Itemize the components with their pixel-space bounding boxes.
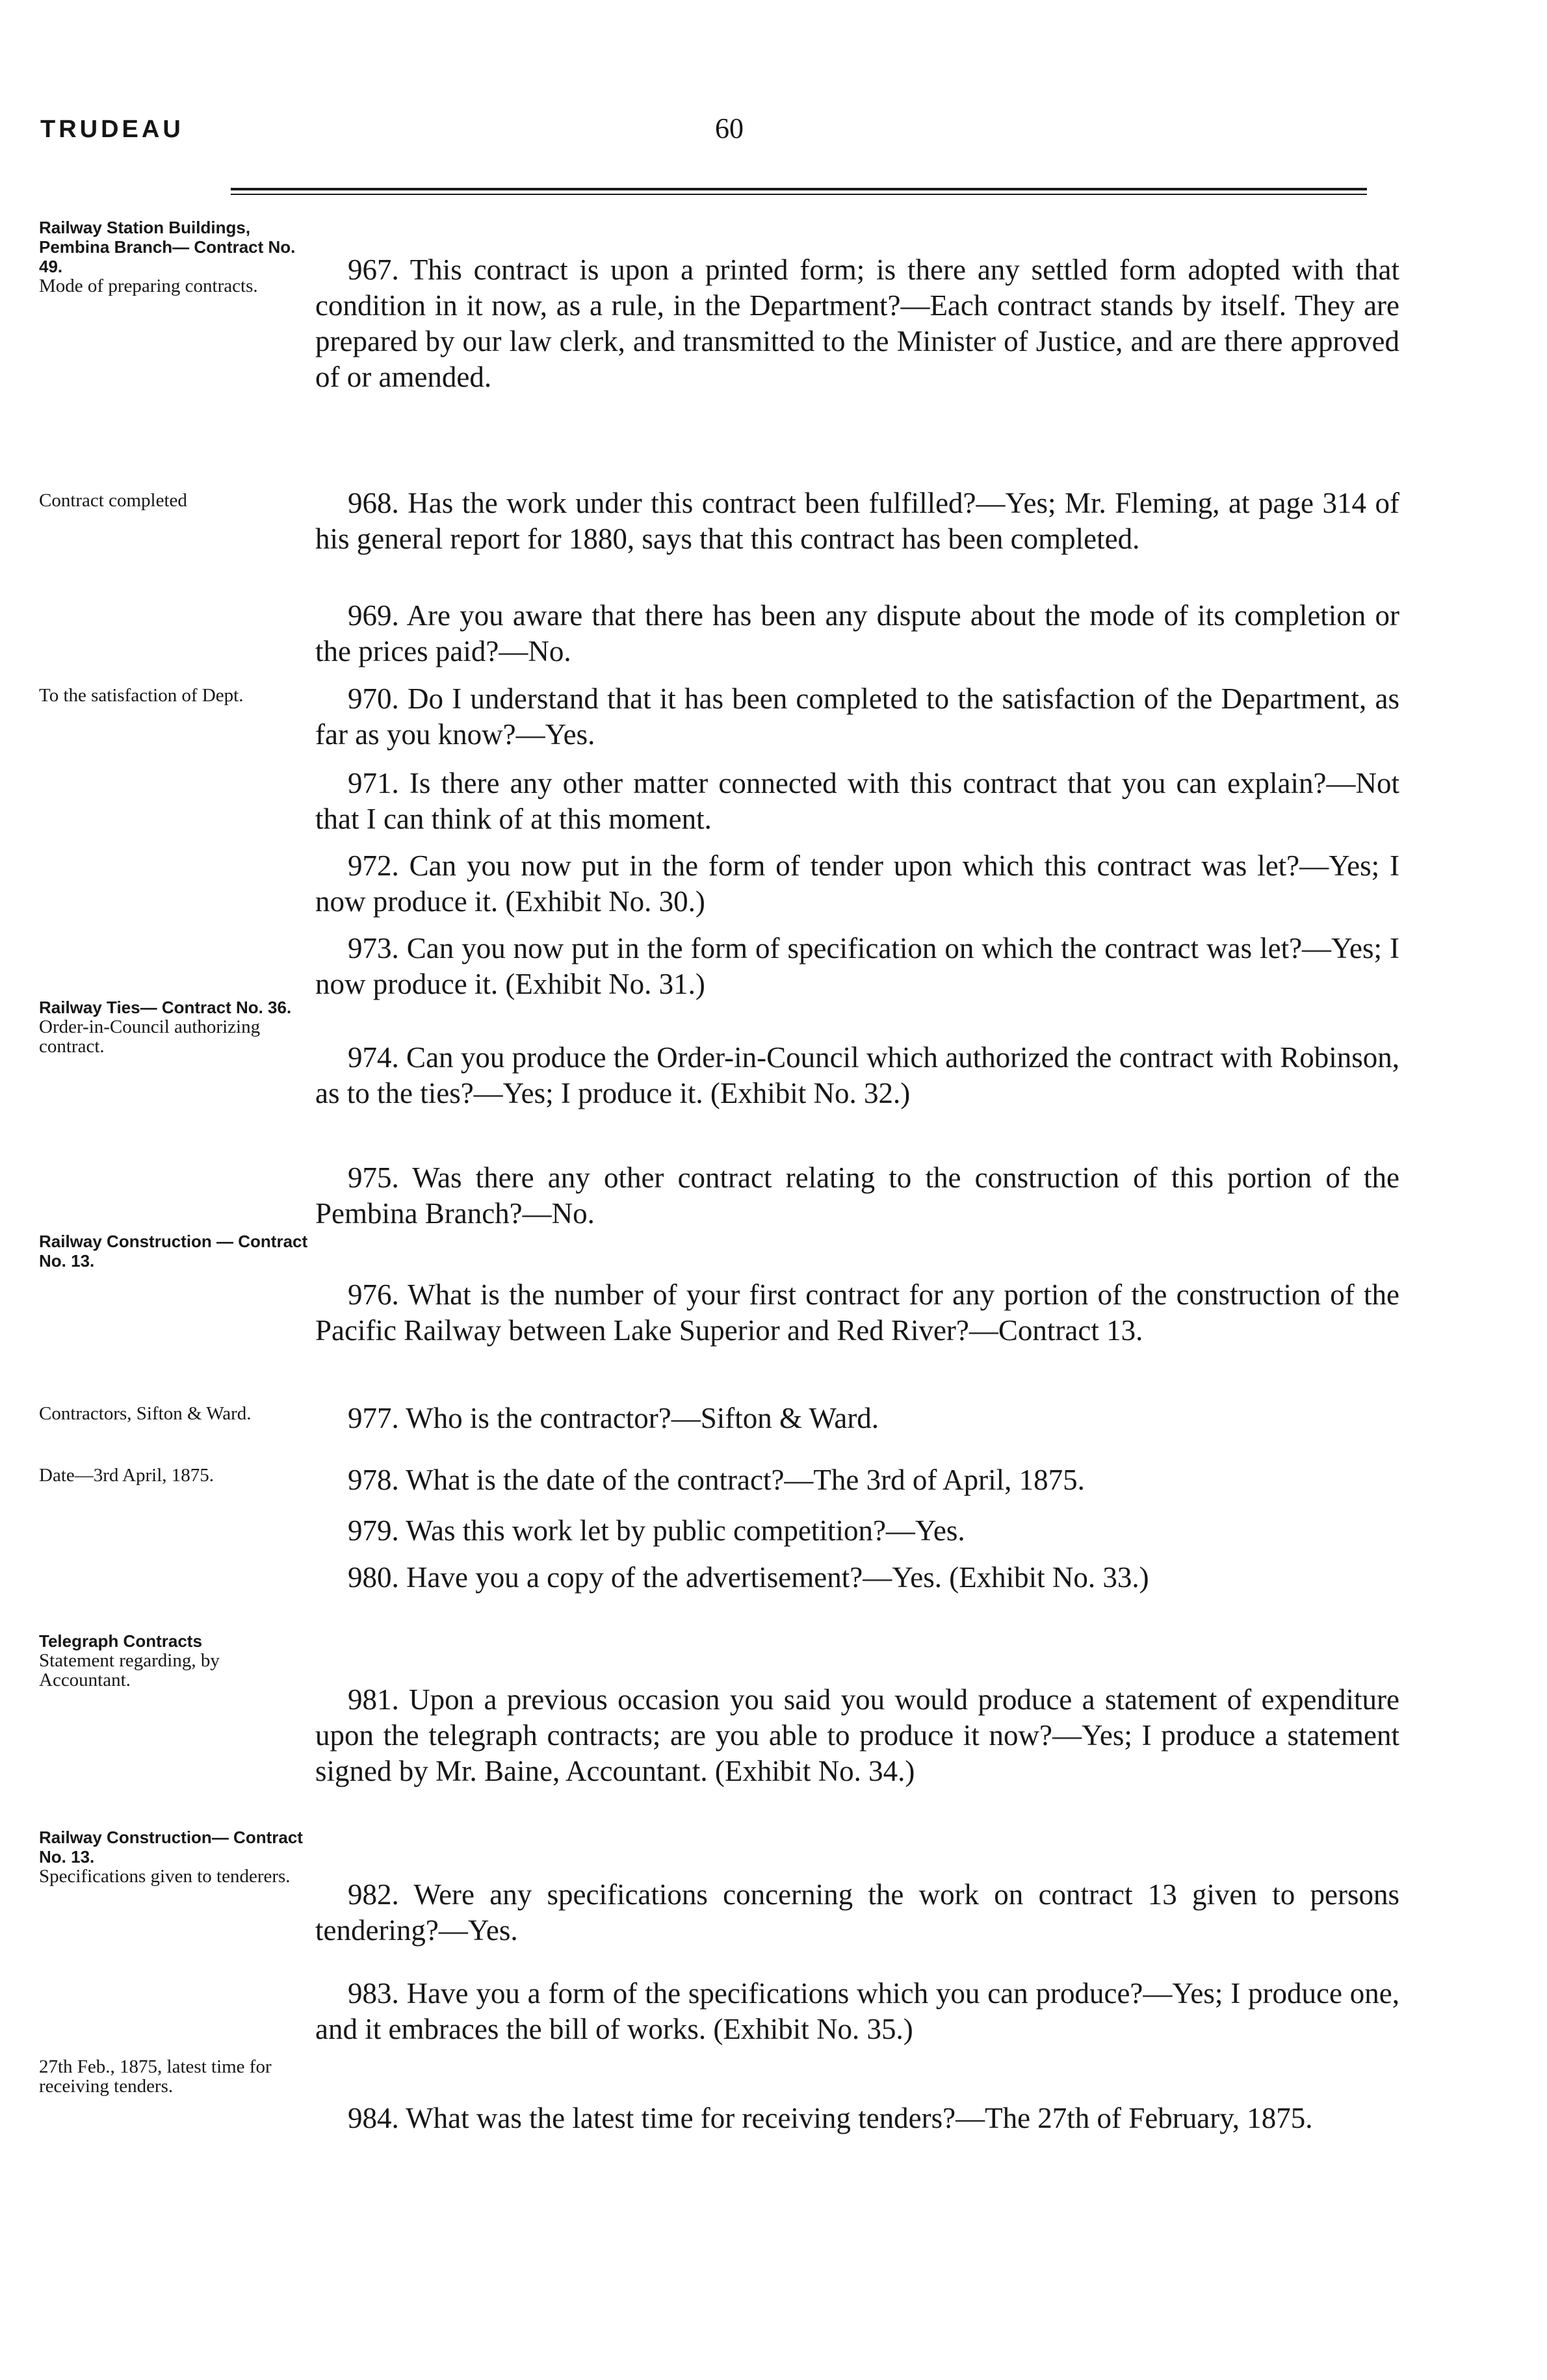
margin-heading: Railway Ties— Contract No. 36. <box>39 998 292 1017</box>
question-967: 967. This contract is upon a printed form; is there any settled form adopted with that condition in it now, as a rule, in the Department?—Each contract stands by itself. They are prepared by our law clerk, and transmitted to the Minister of Justice, and are there approved of or amended. <box>315 253 1399 393</box>
question-971: 971. Is there any other matter connected with this contract that you can explain?—Not that I can think of at this moment. <box>315 767 1399 835</box>
question-977: 977. Who is the contractor?—Sifton & Ward. <box>348 1402 879 1434</box>
margin-heading: Telegraph Contracts <box>39 1631 202 1651</box>
question-979: 979. Was this work let by public competition?—Yes. <box>348 1514 965 1547</box>
margin-note-text: Statement regarding, by Accountant. <box>39 1650 220 1690</box>
question-983: 983. Have you a form of the specifications which you can produce?—Yes; I produce one, and it embraces the bill of works. (Exhibit No. 35.) <box>315 1977 1399 2045</box>
margin-note <box>39 491 312 510</box>
margin-heading: Railway Construction— Contract No. 13. <box>39 1828 303 1867</box>
margin-note-text: Mode of preparing contracts. <box>39 276 258 296</box>
margin-note-text: Order-in-Council authorizing contract. <box>39 1016 261 1057</box>
question-974: 974. Can you produce the Order-in-Council which authorized the contract with Robinson, as to the ties?—Yes; I produce it. (Exhibit No. 32.) <box>315 1041 1399 1109</box>
margin-note-text: To the satisfaction of Dept. <box>39 685 244 706</box>
margin-note-text: Contract completed <box>39 490 187 511</box>
margin-note-text: Contractors, Sifton & Ward. <box>39 1403 252 1424</box>
margin-note <box>39 1631 312 1690</box>
margin-note <box>39 1828 312 1886</box>
margin-note-text: Specifications given to tenderers. <box>39 1866 291 1887</box>
question-980: 980. Have you a copy of the advertisement?—Yes. (Exhibit No. 33.) <box>348 1561 1149 1594</box>
header-rule-thick <box>231 188 1367 190</box>
margin-note-text: Date—3rd April, 1875. <box>39 1465 214 1486</box>
margin-note <box>39 686 312 705</box>
question-984: 984. What was the latest time for receiving tenders?—The 27th of February, 1875. <box>348 2102 1313 2134</box>
margin-note <box>39 1466 312 1485</box>
question-982: 982. Were any specifications concerning the work on contract 13 given to persons tendering?—Yes. <box>315 1878 1399 1947</box>
question-976: 976. What is the number of your first contract for any portion of the construction of the Pacific Railway between Lake Superior and Red River?—Contract 13. <box>315 1278 1399 1347</box>
margin-note <box>39 1232 312 1271</box>
margin-note <box>39 218 312 296</box>
margin-heading: Railway Construction — Contract No. 13. <box>39 1232 308 1271</box>
question-969: 969. Are you aware that there has been any dispute about the mode of its completion or the prices paid?—No. <box>315 599 1399 667</box>
question-972: 972. Can you now put in the form of tender upon which this contract was let?—Yes; I now produce it. (Exhibit No. 30.) <box>315 849 1399 918</box>
margin-note <box>39 1404 312 1423</box>
question-968: 968. Has the work under this contract been fulfilled?—Yes; Mr. Fleming, at page 314 of his general report for 1880, says that this contract has been completed. <box>315 487 1399 555</box>
margin-note <box>39 998 312 1056</box>
question-970: 970. Do I understand that it has been completed to the satisfaction of the Department, as far as you know?—Yes. <box>315 682 1399 751</box>
page-number: 60 <box>715 112 744 144</box>
question-978: 978. What is the date of the contract?—The 3rd of April, 1875. <box>348 1464 1085 1496</box>
margin-heading: Railway Station Buildings, Pembina Branch— Contract No. 49. <box>39 218 296 276</box>
question-973: 973. Can you now put in the form of specification on which the contract was let?—Yes; I now produce it. (Exhibit No. 31.) <box>315 932 1399 1000</box>
margin-note-text: 27th Feb., 1875, latest time for receiving tenders. <box>39 2056 272 2097</box>
running-title: TRUDEAU <box>40 116 184 143</box>
header-rule-thin <box>231 194 1367 195</box>
question-975: 975. Was there any other contract relating to the construction of this portion of the Pembina Branch?—No. <box>315 1161 1399 1230</box>
question-981: 981. Upon a previous occasion you said you would produce a statement of expenditure upon the telegraph contracts; are you able to produce it now?—Yes; I produce a statement signed by Mr. Baine, Accountant. (Exhibit No. 34.) <box>315 1683 1399 1787</box>
margin-note <box>39 2057 312 2096</box>
